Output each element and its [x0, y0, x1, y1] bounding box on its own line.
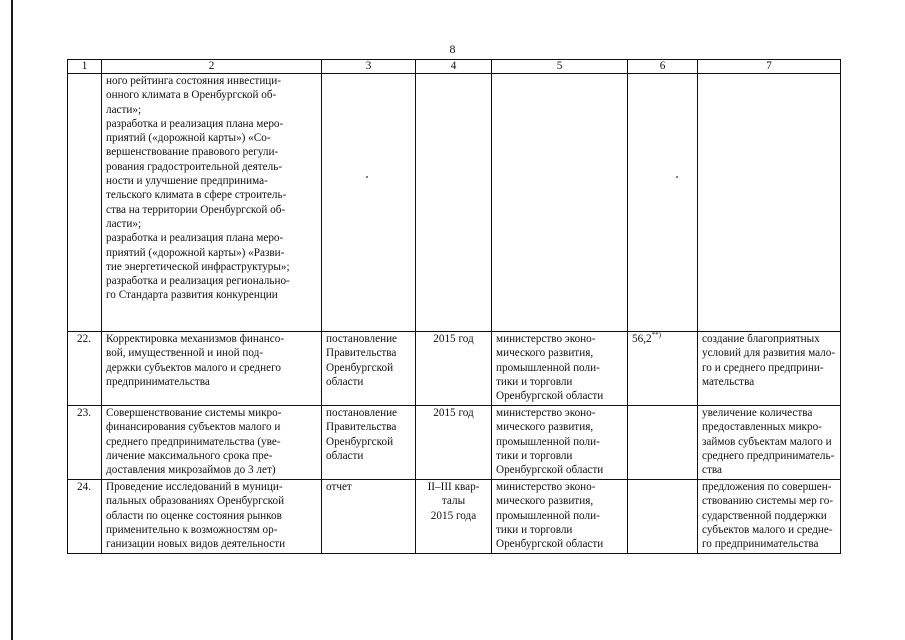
expected-result: предложения по совершен- ствованию системы мер го- сударственной поддержки субъектов малого и средне- го предпринимательства [698, 480, 841, 554]
row-number: 22. [68, 332, 102, 406]
scan-speck [676, 176, 678, 178]
term: II–III квар- талы 2015 года [416, 480, 492, 554]
row-number: 23. [68, 406, 102, 480]
executor: министерство эконо- мического развития, промышленной поли- тики и торговли Оренбургской области [492, 406, 628, 480]
term: 2015 год [416, 332, 492, 406]
continuation-doc-cell [322, 74, 416, 332]
row-number: 24. [68, 480, 102, 554]
header-col-1: 1 [68, 60, 102, 74]
funding-footnote-mark: **) [651, 331, 661, 339]
continuation-num-cell [68, 74, 102, 332]
document-type: отчет [322, 480, 416, 554]
header-col-2: 2 [102, 60, 322, 74]
header-row [68, 60, 841, 74]
header-col-4: 4 [416, 60, 492, 74]
page-number: 8 [449, 42, 456, 56]
funding-value: 56,2 [632, 333, 652, 345]
measure-text: Корректировка механизмов финансо- вой, имущественной и иной под- держки субъектов малого и среднего предпринимательства [102, 332, 322, 406]
scan-speck [366, 176, 368, 178]
continuation-row [68, 74, 841, 332]
measures-table [67, 59, 841, 554]
header-col-5: 5 [492, 60, 628, 74]
document-type: постановление Правительства Оренбургской области [322, 332, 416, 406]
measure-text: Проведение исследований в муници- пальных образованиях Оренбургской области по оценке состояния рынков применительно к возможностям ор- ганизации новых видов деятельности [102, 480, 322, 554]
table-row [68, 332, 841, 406]
term: 2015 год [416, 406, 492, 480]
expected-result: создание благоприятных условий для развития мало- го и среднего предприни- мательства [698, 332, 841, 406]
document-type: постановление Правительства Оренбургской области [322, 406, 416, 480]
expected-result: увеличение количества предоставленных микро- займов субъектам малого и среднего предприниматель- ства [698, 406, 841, 480]
executor: министерство эконо- мического развития, промышленной поли- тики и торговли Оренбургской области [492, 332, 628, 406]
continuation-term-cell [416, 74, 492, 332]
funding-cell [628, 406, 698, 480]
continuation-executor-cell [492, 74, 628, 332]
continuation-measure-text: ного рейтинга состояния инвестици- онного климата в Оренбургской об- ласти»; разработка и реализация плана меро- приятий («дорожной карты») «Со- вершенствование правового регули- рования градостроительной деятель- ности и улучшение предпринима- тельского климата в сфере строитель- ства на территории Оренбургской об- ласти»; разработка и реализация плана меро- приятий («дорожной карты») «Разви- тие энергетической инфраструктуры»; разработка и реализация регионально- го Стандарта развития конкуренции [102, 74, 322, 332]
continuation-result-cell [698, 74, 841, 332]
header-col-6: 6 [628, 60, 698, 74]
executor: министерство эконо- мического развития, промышленной поли- тики и торговли Оренбургской области [492, 480, 628, 554]
continuation-funding-cell [628, 74, 698, 332]
funding-cell [628, 480, 698, 554]
scan-edge-line [11, 0, 13, 640]
table-row [68, 480, 841, 554]
measure-text: Совершенствование системы микро- финансирования субъектов малого и среднего предпринимательства (уве- личение максимального срока пре- доставления микрозаймов до 3 лет) [102, 406, 322, 480]
header-col-7: 7 [698, 60, 841, 74]
funding-cell [628, 332, 698, 406]
header-col-3: 3 [322, 60, 416, 74]
table-row [68, 406, 841, 480]
